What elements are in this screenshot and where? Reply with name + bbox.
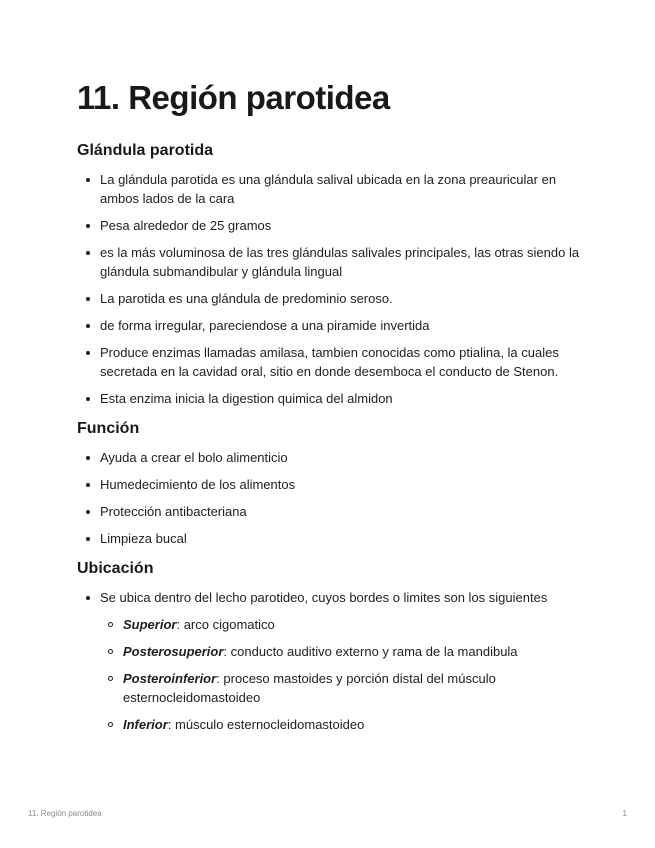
bullet-list bbox=[77, 588, 587, 734]
list-item: La parotida es una glándula de predominio seroso. bbox=[77, 289, 587, 308]
list-item: Produce enzimas llamadas amilasa, tambien conocidas como ptialina, la cuales secretada en la cavidad oral, sitio en donde desemboca el conducto de Stenon. bbox=[77, 343, 587, 381]
section-heading: Glándula parotida bbox=[77, 142, 214, 159]
list-item-text: Se ubica dentro del lecho parotideo, cuyos bordes o limites son los siguientes bbox=[100, 590, 548, 605]
list-item: de forma irregular, pareciendose a una piramide invertida bbox=[77, 316, 587, 335]
term-description: : músculo esternocleidomastoideo bbox=[167, 717, 365, 732]
list-item: La glándula parotida es una glándula salival ubicada en la zona preauricular en ambos lados de la cara bbox=[77, 170, 587, 208]
sub-list-item-superior bbox=[100, 615, 587, 634]
term-label: Inferior bbox=[123, 717, 168, 732]
list-item: Pesa alrededor de 25 gramos bbox=[77, 216, 587, 235]
document-body bbox=[77, 140, 587, 742]
footer-document-title: 11. Región parotidea bbox=[28, 809, 102, 818]
section-glandula-parotida bbox=[77, 140, 587, 408]
list-item: Ayuda a crear el bolo alimenticio bbox=[77, 448, 587, 467]
term-description: : conducto auditivo externo y rama de la mandibula bbox=[223, 644, 518, 659]
list-item bbox=[77, 588, 587, 734]
footer-page-number: 1 bbox=[622, 809, 627, 818]
list-item: Esta enzima inicia la digestion quimica del almidon bbox=[77, 389, 587, 408]
sub-list-item-inferior bbox=[100, 715, 587, 734]
term-label: Posterosuperior bbox=[123, 644, 224, 659]
list-item: es la más voluminosa de las tres glándulas salivales principales, las otras siendo la glándula submandibular y glándula lingual bbox=[77, 243, 587, 281]
sub-list-item-posterosuperior bbox=[100, 642, 587, 661]
sub-bullet-list bbox=[100, 615, 587, 734]
section-heading: Función bbox=[77, 420, 140, 437]
list-item: Limpieza bucal bbox=[77, 529, 587, 548]
section-heading: Ubicación bbox=[77, 560, 154, 577]
bullet-list bbox=[77, 448, 587, 548]
bullet-list bbox=[77, 170, 587, 408]
term-description: : arco cigomatico bbox=[176, 617, 275, 632]
sub-list-item-posteroinferior bbox=[100, 669, 587, 707]
term-description: : proceso mastoides y porción distal del músculo esternocleidomastoideo bbox=[123, 671, 496, 705]
list-item: Protección antibacteriana bbox=[77, 502, 587, 521]
term-label: Posteroinferior bbox=[123, 671, 217, 686]
list-item: Humedecimiento de los alimentos bbox=[77, 475, 587, 494]
term-label: Superior bbox=[123, 617, 177, 632]
page-title: 11. Región parotidea bbox=[77, 79, 390, 116]
section-ubicacion bbox=[77, 558, 587, 734]
section-funcion bbox=[77, 418, 587, 548]
